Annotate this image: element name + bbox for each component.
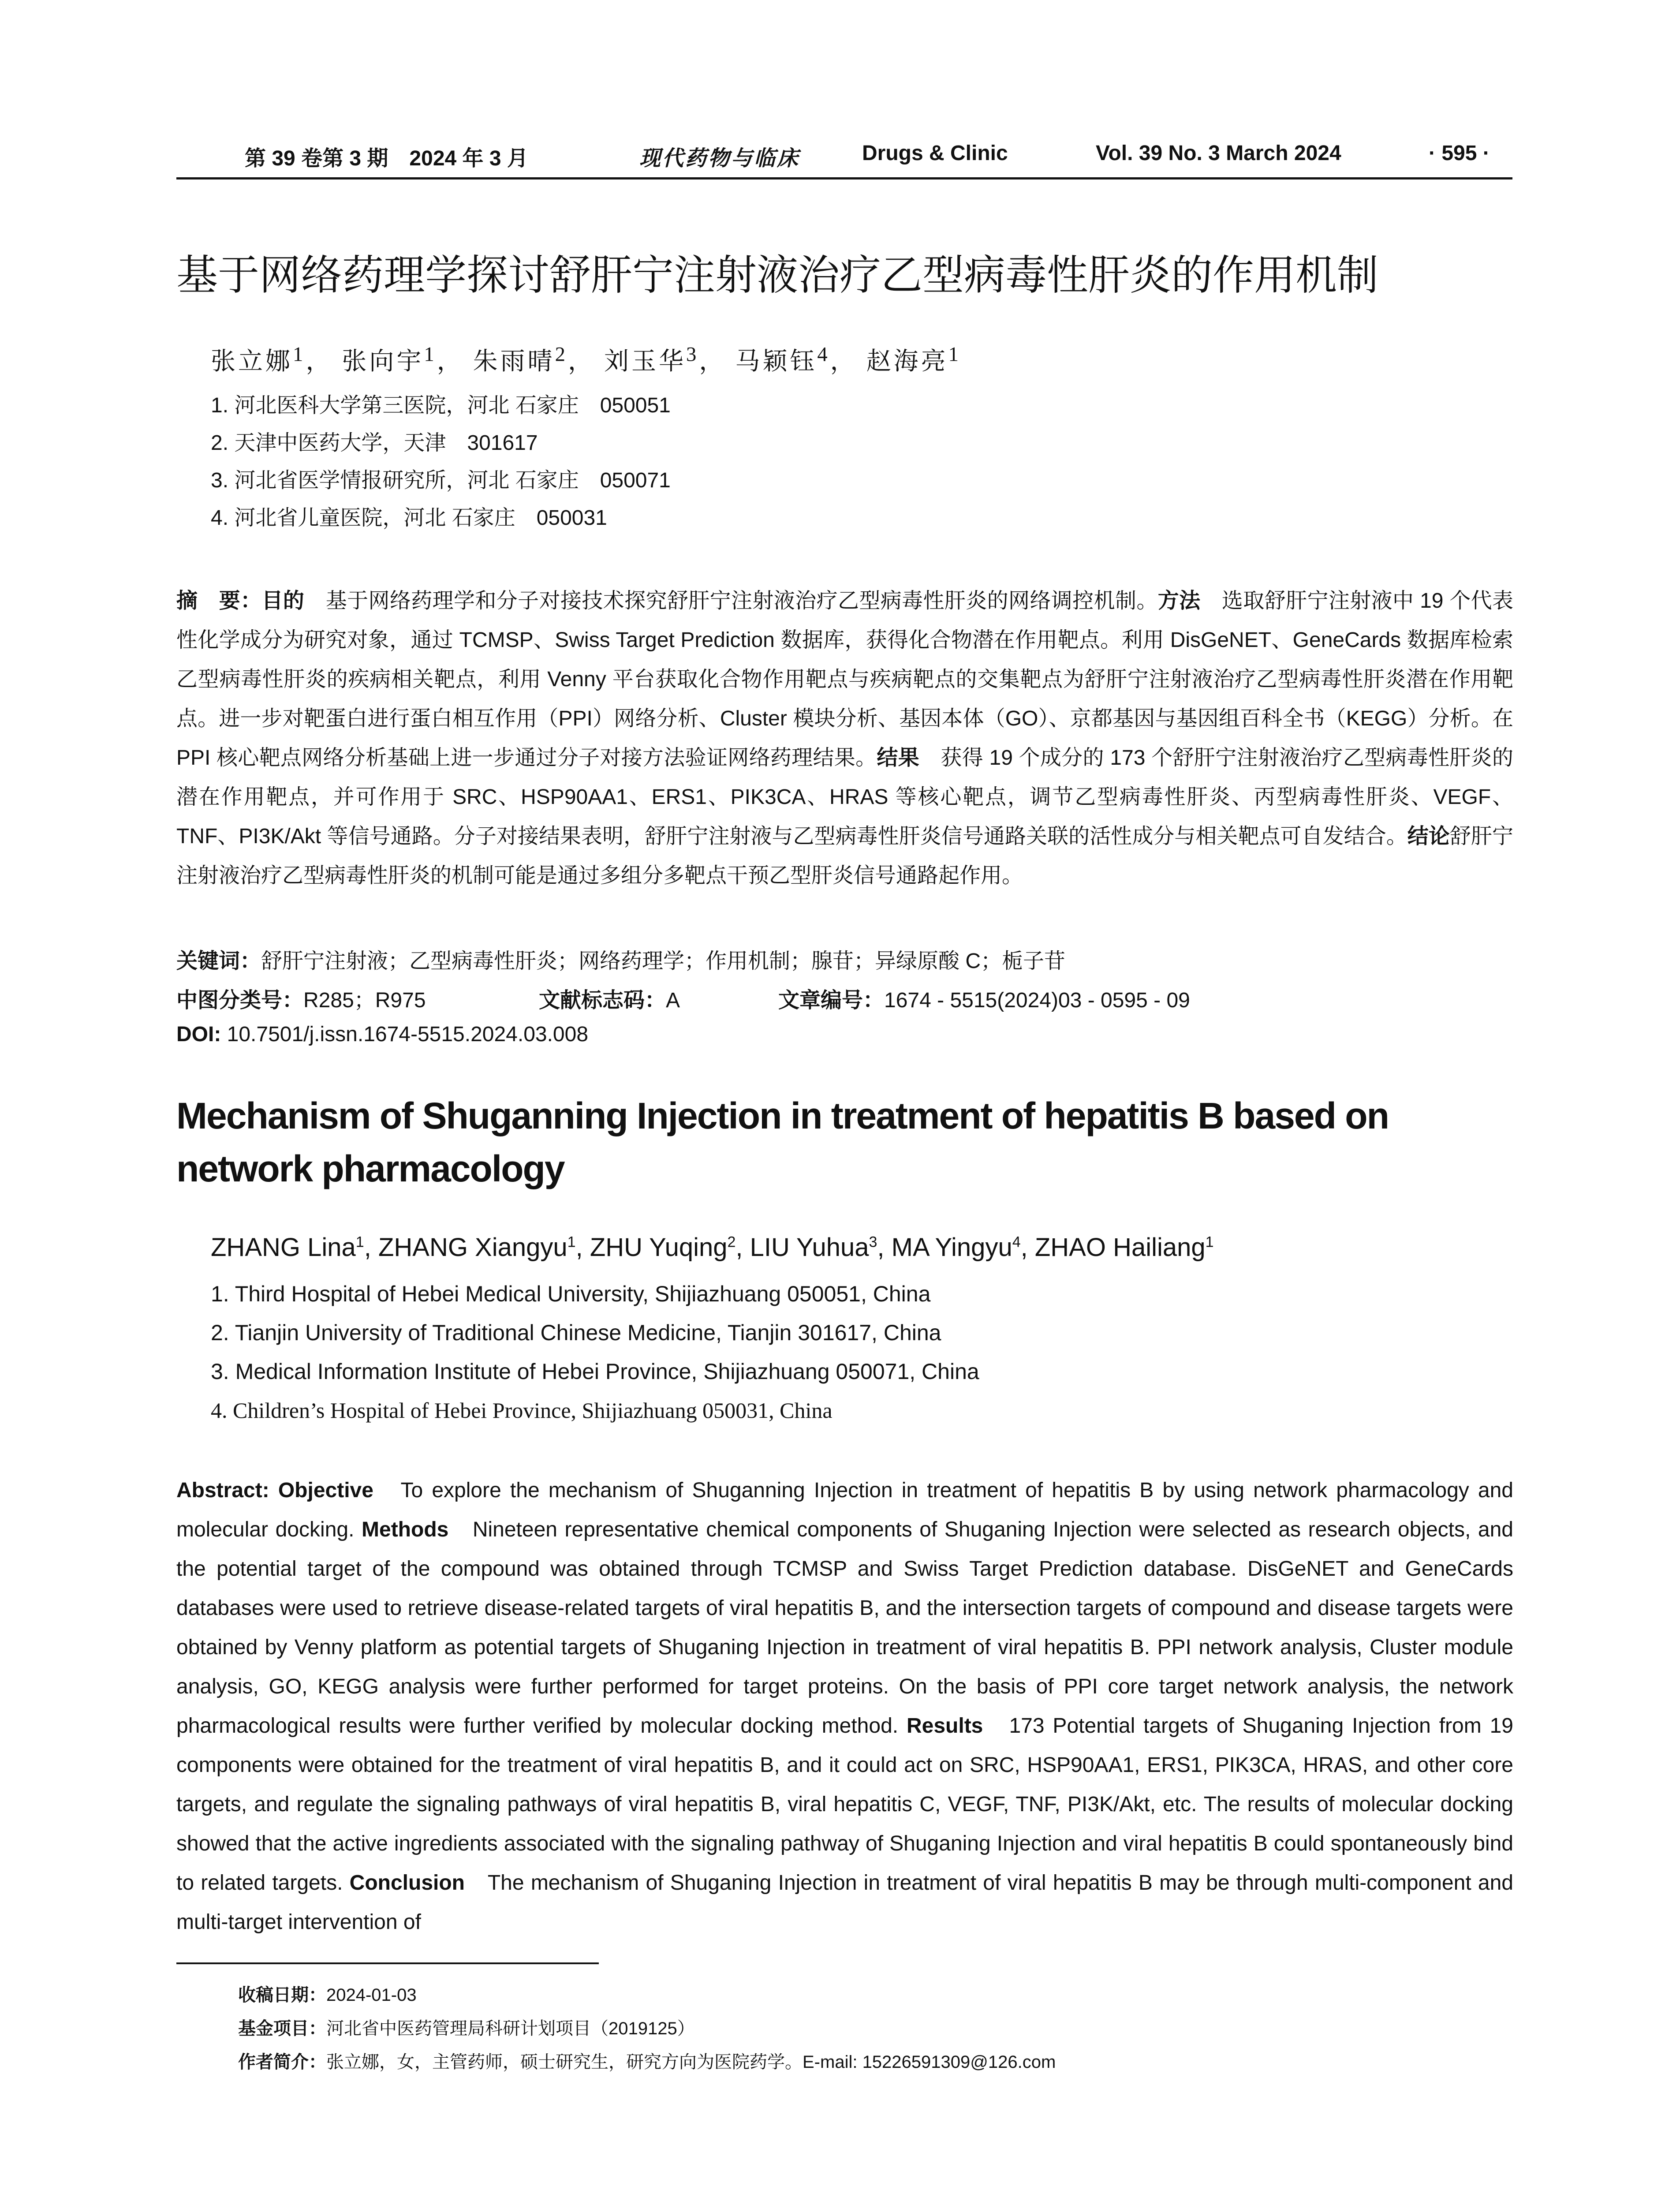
footnote-funding (238, 2014, 695, 2040)
conclusion-label-cn: 结论 (1407, 825, 1450, 848)
methods-text-cn: 选取舒肝宁注射液中 19 个代表性化学成分为研究对象，通过 TCMSP、Swiss Target Prediction 数据库，获得化合物潜在作用靶点。利用 DisGeNET、GeneCards 数据库检索乙型病毒性肝炎的疾病相关靶点，利用 Venny 平台获取化合物作用靶点与疾病靶点的交集靶点为舒肝宁注射液治疗乙型病毒性肝炎潜在作用靶点。进一步对靶蛋白进行蛋白相互作用（PPI）网络分析、Cluster 模块分析、基因本体（GO）、京都基因与基因组百科全书（KEGG）分析。在 PPI 核心靶点网络分析基础上进一步通过分子对接方法验证网络药理结果。 (176, 589, 1513, 770)
footnote-label: 收稿日期： (238, 1985, 326, 2005)
doi-value: 10.7501/j.issn.1674-5515.2024.03.008 (221, 1023, 589, 1046)
author-aff: 4 (1012, 1233, 1021, 1251)
conclusion-label-en: Conclusion (349, 1871, 465, 1895)
author-aff: 1 (1205, 1233, 1214, 1251)
author-cn: 朱雨晴 (473, 348, 555, 375)
footnote-author-bio (238, 2048, 1056, 2073)
title-cn: 基于网络药理学探讨舒肝宁注射液治疗乙型病毒性肝炎的作用机制 (176, 252, 1379, 298)
methods-label-en: Methods (362, 1518, 449, 1541)
affiliation-en: 1. Third Hospital of Hebei Medical University, Shijiazhuang 050051, China (211, 1282, 931, 1306)
affiliation-cn: 4. 河北省儿童医院，河北 石家庄 050031 (211, 506, 607, 530)
author-en: LIU Yuhua (750, 1233, 869, 1262)
doc-label: 文献标志码： (539, 989, 666, 1012)
keywords-label: 关键词： (176, 949, 261, 973)
author-aff: 1 (424, 343, 437, 366)
author-cn: 张立娜 (211, 348, 293, 375)
header-issue-cn: 第 39 卷第 3 期 2024 年 3 月 (245, 147, 528, 170)
methods-label-cn: 方法 (1157, 589, 1201, 613)
footnote-label: 基金项目： (238, 2019, 326, 2038)
conclusion-text-cn: 舒肝宁注射液治疗乙型病毒性肝炎的机制可能是通过多组分多靶点干预乙型肝炎信号通路起作用。 (176, 825, 1513, 887)
footnote-label: 作者简介： (238, 2052, 326, 2072)
affiliation-cn: 1. 河北医科大学第三医院，河北 石家庄 050051 (211, 394, 671, 417)
results-label-en: Results (906, 1714, 983, 1738)
results-label-cn: 结果 (877, 746, 919, 770)
author-aff: 1 (355, 1233, 364, 1251)
header-journal-cn: 现代药物与临床 (639, 147, 800, 170)
author-en: ZHANG Lina (211, 1233, 356, 1262)
article-value: 1674 - 5515(2024)03 - 0595 - 09 (884, 989, 1190, 1012)
article-label: 文章编号： (778, 989, 885, 1012)
abstract-cn (176, 581, 1513, 895)
affiliation-en: 4. Children’s Hospital of Hebei Province, Shijiazhuang 050031, China (211, 1398, 833, 1423)
results-text-cn: 获得 19 个成分的 173 个舒肝宁注射液治疗乙型病毒性肝炎的潜在作用靶点，并可作用于 SRC、HSP90AA1、ERS1、PIK3CA、HRAS 等核心靶点，调节乙型病毒性肝炎、丙型病毒性肝炎、VEGF、TNF、PI3K/Akt 等信号通路。分子对接结果表明，舒肝宁注射液与乙型病毒性肝炎信号通路关联的活性成分与相关靶点可自发结合。 (176, 746, 1513, 848)
author-cn: 赵海亮 (866, 348, 948, 375)
footnote-received (238, 1981, 417, 2006)
article-number (778, 983, 1190, 1013)
abstract-en (176, 1471, 1513, 1942)
footnote-rule (176, 1962, 599, 1964)
classification-line (176, 983, 426, 1013)
author-aff: 1 (948, 343, 961, 366)
author-aff: 3 (686, 343, 699, 366)
objective-label-cn: 目的 (261, 589, 305, 613)
affiliation-en: 3. Medical Information Institute of Hebei Province, Shijiazhuang 050071, China (211, 1359, 979, 1384)
footnote-text: 2024-01-03 (326, 1985, 417, 2005)
objective-text-en: To explore the mechanism of Shuganning Injection in treatment of hepatitis B by using network pharmacology and molecular docking. (176, 1479, 1513, 1541)
title-en: Mechanism of Shuganning Injection in treatment of hepatitis B based on network pharmacology (176, 1095, 1389, 1189)
clc-label: 中图分类号： (176, 989, 304, 1012)
header-issue-en: Vol. 39 No. 3 March 2024 (1096, 142, 1341, 165)
affiliation-cn: 2. 天津中医药大学，天津 301617 (211, 431, 538, 455)
author-cn: 刘玉华 (604, 348, 686, 375)
author-aff: 1 (567, 1233, 576, 1251)
doc-code (539, 983, 680, 1013)
header-page-number: · 595 · (1429, 142, 1490, 165)
clc-value: R285；R975 (303, 989, 426, 1012)
author-cn: 张向宇 (342, 348, 424, 375)
objective-label-en: Objective (269, 1479, 373, 1502)
authors-cn: 张立娜$^1$， 张向宇$^1$， 朱雨晴$^2$， 刘玉华$^3$， 马颖钰$^4$， 赵海亮$^1$ (211, 343, 961, 375)
author-en: ZHU Yuqing (590, 1233, 728, 1262)
author-aff: 1 (293, 343, 306, 366)
author-en: ZHANG Xiangyu (378, 1233, 567, 1262)
authors-en: ZHANG Lina$^1$, ZHANG Xiangyu$^1$, ZHU Yuqing$^2$, LIU Yuhua$^3$, MA Yingyu$^4$, ZHAO Hailiang$^1$ (211, 1233, 1214, 1262)
affiliation-cn: 3. 河北省医学情报研究所，河北 石家庄 050071 (211, 469, 671, 492)
author-en: MA Yingyu (891, 1233, 1012, 1262)
author-aff: 2 (555, 343, 568, 366)
doi-label: DOI: (176, 1023, 221, 1046)
affiliation-en: 2. Tianjin University of Traditional Chinese Medicine, Tianjin 301617, China (211, 1320, 941, 1345)
doc-value: A (666, 989, 680, 1012)
keywords-cn (176, 944, 1065, 974)
header-rule (176, 177, 1512, 179)
author-aff: 3 (869, 1233, 877, 1251)
doi-line (176, 1022, 588, 1046)
author-cn: 马颖钰 (735, 348, 818, 375)
results-text-en: 173 Potential targets of Shuganing Injection from 19 components were obtained for the treatment of viral hepatitis B, and it could act on SRC, HSP90AA1, ERS1, PIK3CA, HRAS, and other core targets, and regulate the signaling pathways of viral hepatitis B, viral hepatitis C, VEGF, TNF, PI3K/Akt, etc. The results of molecular docking showed that the active ingredients associated with the signaling pathway of Shuganing Injection and viral hepatitis B could spontaneously bind to related targets. (176, 1714, 1514, 1895)
header-journal-en: Drugs & Clinic (862, 142, 1008, 165)
methods-text-en: Nineteen representative chemical components of Shuganing Injection were selected as research objects, and the potential target of the compound was obtained through TCMSP and Swiss Target Prediction database. DisGeNET and GeneCards databases were used to retrieve disease-related targets of viral hepatitis B, and the intersection targets of compound and disease targets were obtained by Venny platform as potential targets of Shuganing Injection in treatment of viral hepatitis B. PPI network analysis, Cluster module analysis, GO, KEGG analysis were further performed for target proteins. On the basis of PPI core target network analysis, the network pharmacological results were further verified by molecular docking method. (176, 1518, 1514, 1738)
abstract-cn-label: 摘 要： (176, 589, 262, 613)
abstract-en-label: Abstract: (176, 1479, 269, 1502)
author-aff: 2 (727, 1233, 736, 1251)
footnote-text: 张立娜，女，主管药师，硕士研究生，研究方向为医院药学。E-mail: 15226591309@126.com (326, 2052, 1056, 2072)
objective-text-cn: 基于网络药理学和分子对接技术探究舒肝宁注射液治疗乙型病毒性肝炎的网络调控机制。 (304, 589, 1158, 613)
keywords-text: 舒肝宁注射液；乙型病毒性肝炎；网络药理学；作用机制；腺苷；异绿原酸 C；栀子苷 (261, 949, 1066, 973)
footnote-text: 河北省中医药管理局科研计划项目（2019125） (326, 2019, 695, 2038)
author-aff: 4 (817, 343, 830, 366)
author-en: ZHAO Hailiang (1034, 1233, 1206, 1262)
conclusion-text-en: The mechanism of Shuganing Injection in treatment of viral hepatitis B may be through multi-component and multi-target intervention of (176, 1871, 1514, 1934)
